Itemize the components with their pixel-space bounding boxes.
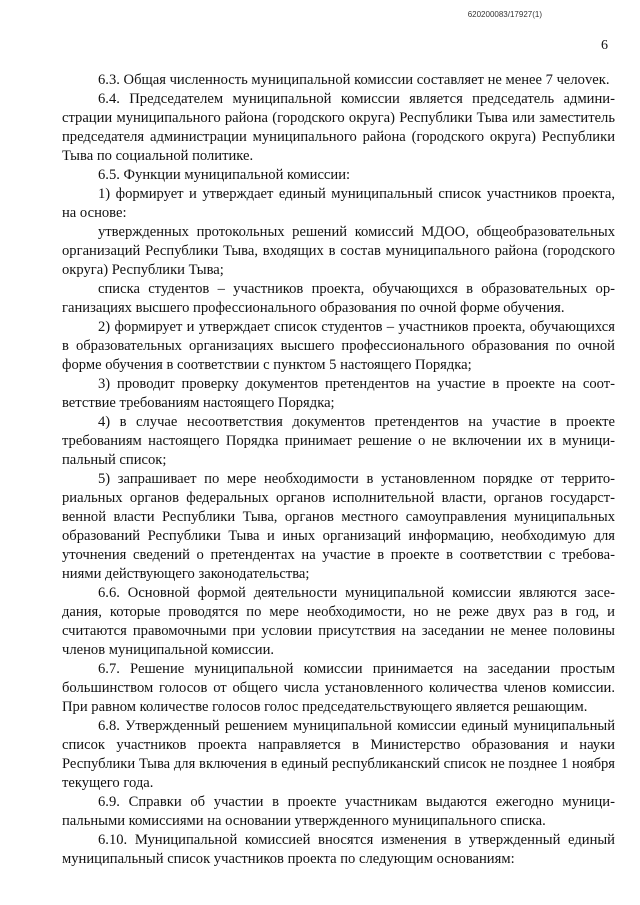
list-item-4: 4) в случае несоответствия документов претендентов на участие в проекте требованиям настоящего Порядка принимает решение о не включении их в муниципальный список; — [62, 414, 615, 468]
list-item-5: 5) запрашивает по мере необходимости в установленном порядке от территориальных органов федеральных органов исполнительной власти, органов государственной власти Республики Тыва, органов местного самоуправления муниципальных образований Республики Тыва и иных организаций информацию, необходимую для уточнения сведений о претендентах на участие в проекте в соответствии с требованиями действующего законодательства; — [62, 471, 615, 582]
page-number: 6 — [601, 38, 608, 53]
list-item-2: 2) формирует и утверждает список студентов – участников проекта, обучающихся в образовательных организациях высшего профессионального образования по очной форме обучения в соответствии с пунктом 5 настоящего Порядка; — [62, 319, 615, 373]
paragraph-6-7: 6.7. Решение муниципальной комиссии принимается на заседании простым большинством голосов от общего числа установленного количества членов комиссии. При равном количестве голосов голос председательствующего является решающим. — [62, 661, 615, 715]
paragraph-6-8: 6.8. Утвержденный решением муниципальной комиссии единый муниципальный список участников проекта направляется в Министерство образования и науки Республики Тыва для включения в единый республиканский список не позднее 1 ноября текущего года. — [62, 718, 615, 791]
document-body — [62, 71, 615, 869]
paragraph-6-6: 6.6. Основной формой деятельности муниципальной комиссии являются заседания, которые проводятся по мере необходимости, но не реже двух раз в год, и считаются правомочными при условии присутствия на заседании не менее половины членов муниципальной комиссии. — [62, 585, 615, 658]
document-code: 620200083/17927(1) — [467, 10, 542, 19]
list-item-1: 1) формирует и утверждает единый муниципальный список участников проекта, на основе: — [62, 186, 615, 221]
list-subitem-students: списка студентов – участников проекта, обучающихся в образовательных организациях высшего профессионального образования по очной форме обучения. — [62, 281, 615, 316]
paragraph-6-3: 6.3. Общая численность муниципальной комиссии составляет не менее 7 челоvек. — [98, 72, 610, 88]
list-item-3: 3) проводит проверку документов претендентов на участие в проекте на соответствие требованиям настоящего Порядка; — [62, 376, 615, 411]
paragraph-6-9: 6.9. Справки об участии в проекте участникам выдаются ежегодно муниципальными комиссиями на основании утвержденного муниципального списка. — [62, 794, 615, 829]
list-subitem-protocols: утвержденных протокольных решений комиссий МДОО, общеобразовательных организаций Республики Тыва, входящих в состав муниципального района (городского округа) Республики Тыва; — [62, 224, 615, 278]
paragraph-6-10: 6.10. Муниципальной комиссией вносятся изменения в утвержденный единый муниципальный список участников проекта по следующим основаниям: — [62, 832, 615, 867]
paragraph-6-4: 6.4. Председателем муниципальной комиссии является председатель администрации муниципального района (городского округа) Республики Тыва или заместитель председателя администрации муниципального района (городского округа) Республики Тыва по социальной политике. — [62, 91, 615, 164]
paragraph-6-5: 6.5. Функции муниципальной комиссии: — [98, 167, 351, 183]
